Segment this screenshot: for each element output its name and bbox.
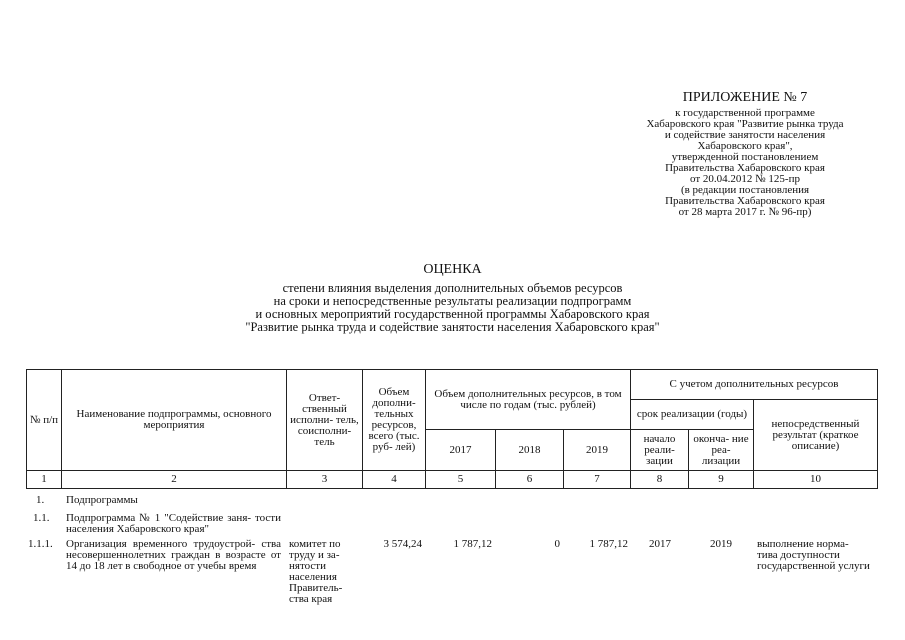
header-year-2018: 2018: [496, 430, 564, 471]
table-row: [26, 539, 877, 619]
header-volume: Объем дополни- тельных ресурсов, всего (тыс. руб- лей): [363, 370, 426, 471]
appendix-line: Хабаровского края "Развитие рынка труда: [646, 118, 844, 130]
appendix-line: к государственной программе: [675, 107, 815, 119]
row-num: 1.1.: [33, 512, 50, 524]
col-number: 3: [287, 471, 363, 489]
col-number: 8: [631, 471, 689, 489]
heading-line: "Развитие рынка труда и содействие занятости населения Хабаровского края": [245, 320, 660, 334]
row-2017: 1 787,12: [453, 538, 492, 550]
header-considering: С учетом дополнительных ресурсов: [631, 370, 878, 400]
header-start: начало реали- зации: [631, 430, 689, 471]
appendix-title: ПРИЛОЖЕНИЕ № 7: [682, 90, 808, 105]
document-heading: [120, 262, 785, 334]
appendix-line: Правительства Хабаровского края: [665, 162, 825, 174]
heading-line: и основных мероприятий государственной программы Хабаровского края: [255, 307, 650, 321]
heading-line: степени влияния выделения дополнительных объемов ресурсов: [282, 281, 623, 295]
row-num: 1.: [36, 494, 45, 506]
header-responsible: Ответ- ственный исполни- тель, соисполни- тель: [287, 370, 363, 471]
header-result: непосредственный результат (краткое описание): [754, 400, 878, 471]
col-number: 9: [689, 471, 754, 489]
appendix-line: и содействие занятости населения: [664, 129, 826, 141]
row-num: 1.1.1.: [28, 538, 53, 550]
header-name: Наименование подпрограммы, основного мероприятия: [62, 370, 287, 471]
heading-title: ОЦЕНКА: [423, 262, 482, 277]
row-2019: 1 787,12: [589, 538, 628, 550]
table-row: [26, 495, 877, 513]
col-number: 5: [426, 471, 496, 489]
appendix-line: Правительства Хабаровского края: [665, 195, 825, 207]
appendix-block: [620, 90, 870, 218]
header-period: срок реализации (годы): [631, 400, 754, 430]
col-number: 6: [496, 471, 564, 489]
appendix-line: утвержденной постановлением: [671, 151, 819, 163]
table-row: [26, 513, 877, 539]
col-number: 4: [363, 471, 426, 489]
row-volume: 3 574,24: [383, 538, 422, 550]
appendix-line: (в редакции постановления: [680, 184, 810, 196]
appendix-line: Хабаровского края",: [697, 140, 793, 152]
col-number: 7: [564, 471, 631, 489]
row-name: Подпрограмма № 1 "Содействие заня- тости населения Хабаровского края": [66, 512, 281, 535]
col-number: 10: [754, 471, 878, 489]
row-end: 2019: [710, 538, 732, 550]
row-responsible: комитет по труду и за- нятости населения Правитель- ства края: [289, 538, 343, 605]
row-name: Подпрограммы: [66, 494, 138, 506]
header-year-2019: 2019: [564, 430, 631, 471]
row-2018: 0: [554, 538, 560, 550]
header-year-2017: 2017: [426, 430, 496, 471]
header-num: № п/п: [27, 370, 62, 471]
row-result: выполнение норма- тива доступности государственной услуги: [757, 538, 870, 572]
row-name: Организация временного трудоустрой- ства несовершеннолетних граждан в возрасте от 14 до 18 лет в свободное от учебы время: [66, 538, 281, 572]
row-start: 2017: [649, 538, 671, 550]
col-number: 1: [27, 471, 62, 489]
heading-line: на сроки и непосредственные результаты реализации подпрограмм: [273, 294, 632, 308]
table-body: [26, 495, 877, 619]
appendix-line: от 28 марта 2017 г. № 96-пр): [678, 206, 812, 218]
header-end: оконча- ние реа- лизации: [689, 430, 754, 471]
col-number: 2: [62, 471, 287, 489]
header-by-year: Объем дополнительных ресурсов, в том числе по годам (тыс. рублей): [426, 370, 631, 430]
assessment-table-header: [26, 369, 878, 489]
appendix-line: от 20.04.2012 № 125-пр: [690, 173, 800, 185]
